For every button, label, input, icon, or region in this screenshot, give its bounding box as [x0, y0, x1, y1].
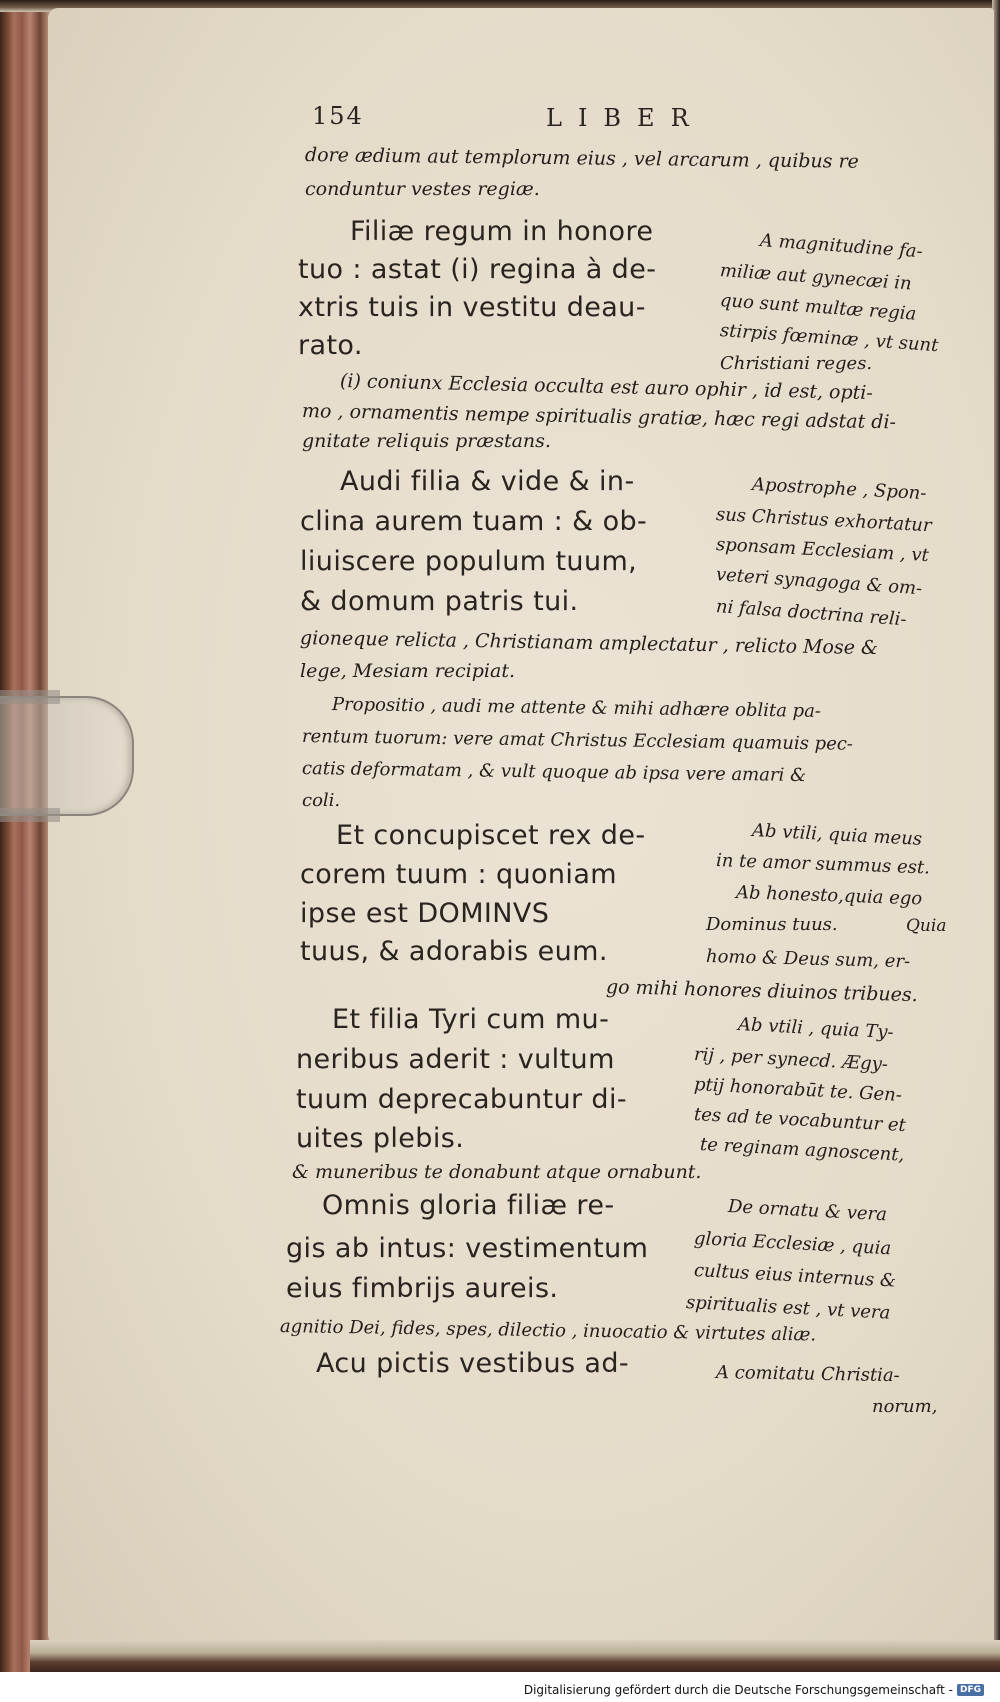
marginal-note-line: stirpis fœminæ , vt sunt	[719, 320, 940, 357]
psalm-verse-line: uites plebis.	[296, 1123, 465, 1154]
marginal-note-line: Ab vtili, quia meus	[751, 820, 923, 850]
marginal-note-line: A comitatu Christia-	[715, 1362, 900, 1387]
psalm-verse-line: eius fimbrijs aureis.	[286, 1273, 559, 1304]
psalm-verse-line: tuum deprecabuntur di-	[296, 1084, 628, 1115]
marginal-note-line: sus Christus exhortatur	[715, 504, 933, 537]
psalm-verse-line: clina aurem tuam : & ob-	[300, 506, 648, 537]
psalm-verse-line: Filiæ regum in honore	[350, 216, 654, 247]
marginal-note-line: quo sunt multæ regia	[719, 290, 917, 325]
commentary-line: Propositio , audi me attente & mihi adhære oblita pa-	[331, 694, 822, 722]
psalm-verse-line: tuus, & adorabis eum.	[300, 936, 608, 967]
psalm-verse-line: Audi filia & vide & in-	[340, 466, 635, 497]
psalm-verse-line: xtris tuis in vestitu deau-	[298, 292, 646, 323]
psalm-verse-line: Omnis gloria filiæ re-	[322, 1190, 615, 1221]
commentary-line: lege, Mesiam recipiat.	[300, 660, 516, 682]
marginal-note-line: spiritualis est , vt vera	[685, 1292, 891, 1324]
psalm-verse-line: liuiscere populum tuum,	[300, 546, 638, 577]
commentary-line: mo , ornamentis nempe spiritualis gratiæ, hæc regi adstat di-	[301, 400, 897, 434]
marginal-note-line: Dominus tuus.	[706, 914, 838, 935]
psalm-verse-line: rato.	[298, 330, 363, 361]
marginal-note-line: norum,	[872, 1396, 938, 1417]
commentary-line: coli.	[302, 790, 341, 811]
commentary-line: (i) coniunx Ecclesia occulta est auro ophir , id est, opti-	[339, 370, 874, 405]
marginal-note-line: Apostrophe , Spon-	[751, 474, 927, 505]
marginal-note-line: rij , per synecd. Ægy-	[693, 1044, 889, 1076]
marginal-note-line: ptij honorabūt te. Gen-	[693, 1074, 903, 1106]
dfg-logo: DFG	[957, 1684, 984, 1696]
commentary-line: catis deformatam , & vult quoque ab ipsa vere amari &	[301, 758, 807, 787]
commentary-line: & muneribus te donabunt atque ornabunt.	[292, 1161, 702, 1183]
running-head: LIBER	[546, 104, 705, 132]
marginal-note-line: sponsam Ecclesiam , vt	[715, 534, 930, 567]
psalm-verse-line: gis ab intus: vestimentum	[286, 1233, 649, 1264]
commentary-line: rentum tuorum: vere amat Christus Ecclesiam quamuis pec-	[301, 726, 854, 755]
page-holder-clip	[0, 696, 134, 816]
marginal-note-line: te reginam agnoscent,	[699, 1134, 905, 1166]
marginal-note-line: ni falsa doctrina reli-	[715, 596, 908, 631]
credit-text: Digitalisierung gefördert durch die Deutsche Forschungsgemeinschaft -	[523, 1683, 953, 1697]
marginal-note-line: tes ad te vocabuntur et	[693, 1104, 907, 1137]
digitization-credit	[524, 1683, 984, 1697]
marginal-note-line: Ab honesto,quia ego	[735, 882, 923, 910]
psalm-verse-line: Et filia Tyri cum mu-	[332, 1004, 610, 1035]
psalm-verse-line: & domum patris tui.	[300, 586, 579, 617]
marginal-note-line: gloria Ecclesiæ , quia	[693, 1228, 892, 1260]
text-line: dore ædium aut templorum eius , vel arcarum , quibus re	[304, 144, 860, 173]
marginal-note-line: cultus eius internus &	[693, 1260, 897, 1292]
page-number: 154	[312, 102, 364, 130]
commentary-line: go mihi honores diuinos tribues.	[605, 976, 919, 1007]
marginal-note-line: homo & Deus sum, er-	[705, 946, 911, 973]
text-line: conduntur vestes regiæ.	[305, 178, 540, 200]
clip-bottom-edge	[0, 808, 60, 822]
commentary-line: agnitio Dei, fides, spes, dilectio , inuocatio & virtutes aliæ.	[279, 1316, 817, 1346]
psalm-verse-line: tuo : astat (i) regina à de-	[298, 254, 657, 285]
psalm-verse-line: neribus aderit : vultum	[296, 1044, 615, 1075]
marginal-note-line: veteri synagoga & om-	[715, 564, 923, 600]
psalm-verse-line: Et concupiscet rex de-	[336, 820, 646, 851]
marginal-note-line: in te amor summus est.	[715, 850, 931, 879]
commentary-line: gnitate reliquis præstans.	[302, 430, 551, 452]
psalm-verse-line: Acu pictis vestibus ad-	[316, 1348, 630, 1379]
marginal-note-line: Christiani reges.	[720, 353, 873, 374]
marginal-note-line: Quia	[906, 916, 947, 936]
commentary-line: gioneque relicta , Christianam amplectatur , relicto Mose &	[299, 627, 879, 660]
psalm-verse-line: corem tuum : quoniam	[300, 859, 617, 890]
marginal-note-line: miliæ aut gynecæi in	[719, 260, 913, 295]
marginal-note-line: A magnitudine fa-	[759, 230, 924, 263]
marginal-note-line: Ab vtili , quia Ty-	[737, 1014, 895, 1044]
marginal-note-line: De ornatu & vera	[727, 1196, 888, 1226]
book-bottom-edge	[30, 1640, 1000, 1672]
psalm-verse-line: ipse est DOMINVS	[300, 898, 550, 929]
clip-top-edge	[0, 690, 60, 704]
